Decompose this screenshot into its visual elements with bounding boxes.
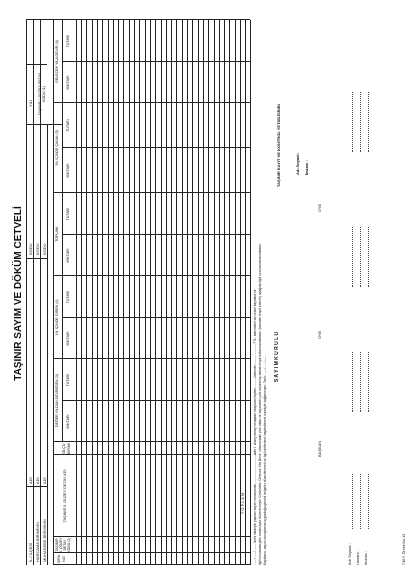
col-kod: TAŞINIR II. DÜZEY DETAY KODU (2) [55,537,72,553]
field-unvan: Unvanı : [355,550,360,565]
col-sira: SIRA NO [57,554,66,564]
info-kodu-extra: KODU [28,243,33,255]
sub-miktar-3: MİKTARI [66,248,70,263]
approval-field-ad: Adı Soyadı: [295,152,300,175]
table-row-line [108,20,109,565]
table-row-line [219,20,220,565]
group-giren: YIL İÇİNDE GİREN (4) [55,299,59,336]
info-label-muhasebe: MUHASEBE BİRİMİNİN [42,519,47,562]
footer-line-3: Kayıtların, sayım sonuçlarına uygunluğu gerekli belgeler düzenlenerek ve ilgili defterlere kaydedilmesi suretiyle sağlanmıştır. Tarih: ....../....../...... [263,355,267,565]
group-toplam: TOPLAM [55,227,59,242]
table-row-line [161,20,162,565]
sub-miktar-1: MİKTARI [66,414,70,429]
sub-miktar-5: MİKTARI [66,75,70,90]
group-devir: GELECEK YILA DEVİR (6) [55,40,59,83]
info-label-harcama: HARCAMA BİRİMİNİN [35,521,40,562]
table-row-line [123,20,124,565]
field-imza: İmzası : [363,550,368,565]
table-row-line [145,20,146,565]
commission-title: S A Y I M K U R U L U [274,331,280,383]
group-cikan: YIL İÇİNDE ÇIKAN (5) [55,130,59,166]
approval-title: TAŞINIR KAYIT VE KONTROL YETKİLİSİNİN [276,104,281,187]
group-devreden: DEĞER YILDAN DEVREDEN (3) [55,373,59,428]
table-row-line [208,20,209,565]
table-row-line [155,20,156,565]
sub-tutar-3: TUTARI [66,207,70,221]
sub-miktar-4: MİKTARI [66,163,70,178]
table-row-line [187,20,188,565]
table-row-line [113,20,114,565]
table-row-line [198,20,199,565]
info-adi-muhasebe: ADI [42,477,47,484]
col-adi: TAŞINIR II. DÜZEY DETAY ADI [63,469,67,523]
uye-label-1: ÜYE [317,330,322,339]
table-row-line [134,20,135,565]
table-row-line [139,20,140,565]
table-row-line [86,20,87,565]
table-row-line [229,20,230,565]
table-row-line [171,20,172,565]
sub-tutar-5: TUTARI [66,34,70,48]
info-kodu-muhasebe: KODU [42,243,47,255]
footer-line-2: ilgili mevzuata göre tutulmuştur düzenlemiştir. Cetveldeki 'Gelecek Yıla Devir' sütunundaki çıktı tutarı ve sayımdaki çıktı bulunmuş olarak tespit bulunmamaktadır. (bulunan tespit ederek) aşağıda ilgili sıra bulunmamaktadır. [258,243,262,565]
table-row-line [235,20,236,565]
info-kodu-harcama: KODU [35,243,40,255]
table-row-line [102,20,103,565]
year-label: YILI [28,99,33,107]
uye-label-2: ÜYE [317,203,322,212]
toplam-label: T O P L A M [240,492,245,515]
table-row-line [224,20,225,565]
table-row-line [176,20,177,565]
sub-tutar-4: TUTARI [66,119,70,132]
field-ad-soyad: Adı Soyadı : [347,543,352,565]
table-row-line [214,20,215,565]
table-row-line [150,20,151,565]
table-row-line [129,20,130,565]
table-row-line [81,20,82,565]
approval-field-imza: İmzası : [304,160,309,175]
table-row-line [118,20,119,565]
table-row-line [166,20,167,565]
footer-line-1: ...... / ...../ ....... tarihi itibariyle yapılan sayım sonucunda ...............................adet I. düzey detay hesaptan oluşturan toplam ..........kalemde.......................YTL. kalemdeki bu cetvel kayıtlara ve [253,289,257,565]
table-row-line [192,20,193,565]
info-label-il: İL / İLÇESİ [28,542,33,562]
table-row-line [97,20,98,565]
sub-tutar-1: TUTARI [66,373,70,387]
form-title: TAŞINIR SAYIM VE DÖKÜM CETVELİ [13,206,24,381]
baskan-label: BAŞKAN [317,440,322,457]
col-olcu: ÖLÇÜ BİRİMİ [62,443,71,454]
sub-miktar-2: MİKTARI [66,331,70,346]
sub-tutar-2: TUTARI [66,290,70,304]
header-code-label: TAŞINIR I. DÜZEY DETAY KODU (1) [38,72,47,116]
info-adi-il: ADI [28,477,33,484]
form-no: T.M.Y. Örnek No:13 [402,533,406,565]
table-row-line [92,20,93,565]
table-row-line [203,20,204,565]
table-row-line [245,20,246,565]
info-adi-harcama: ADI [35,477,40,484]
table-row-line [182,20,183,565]
